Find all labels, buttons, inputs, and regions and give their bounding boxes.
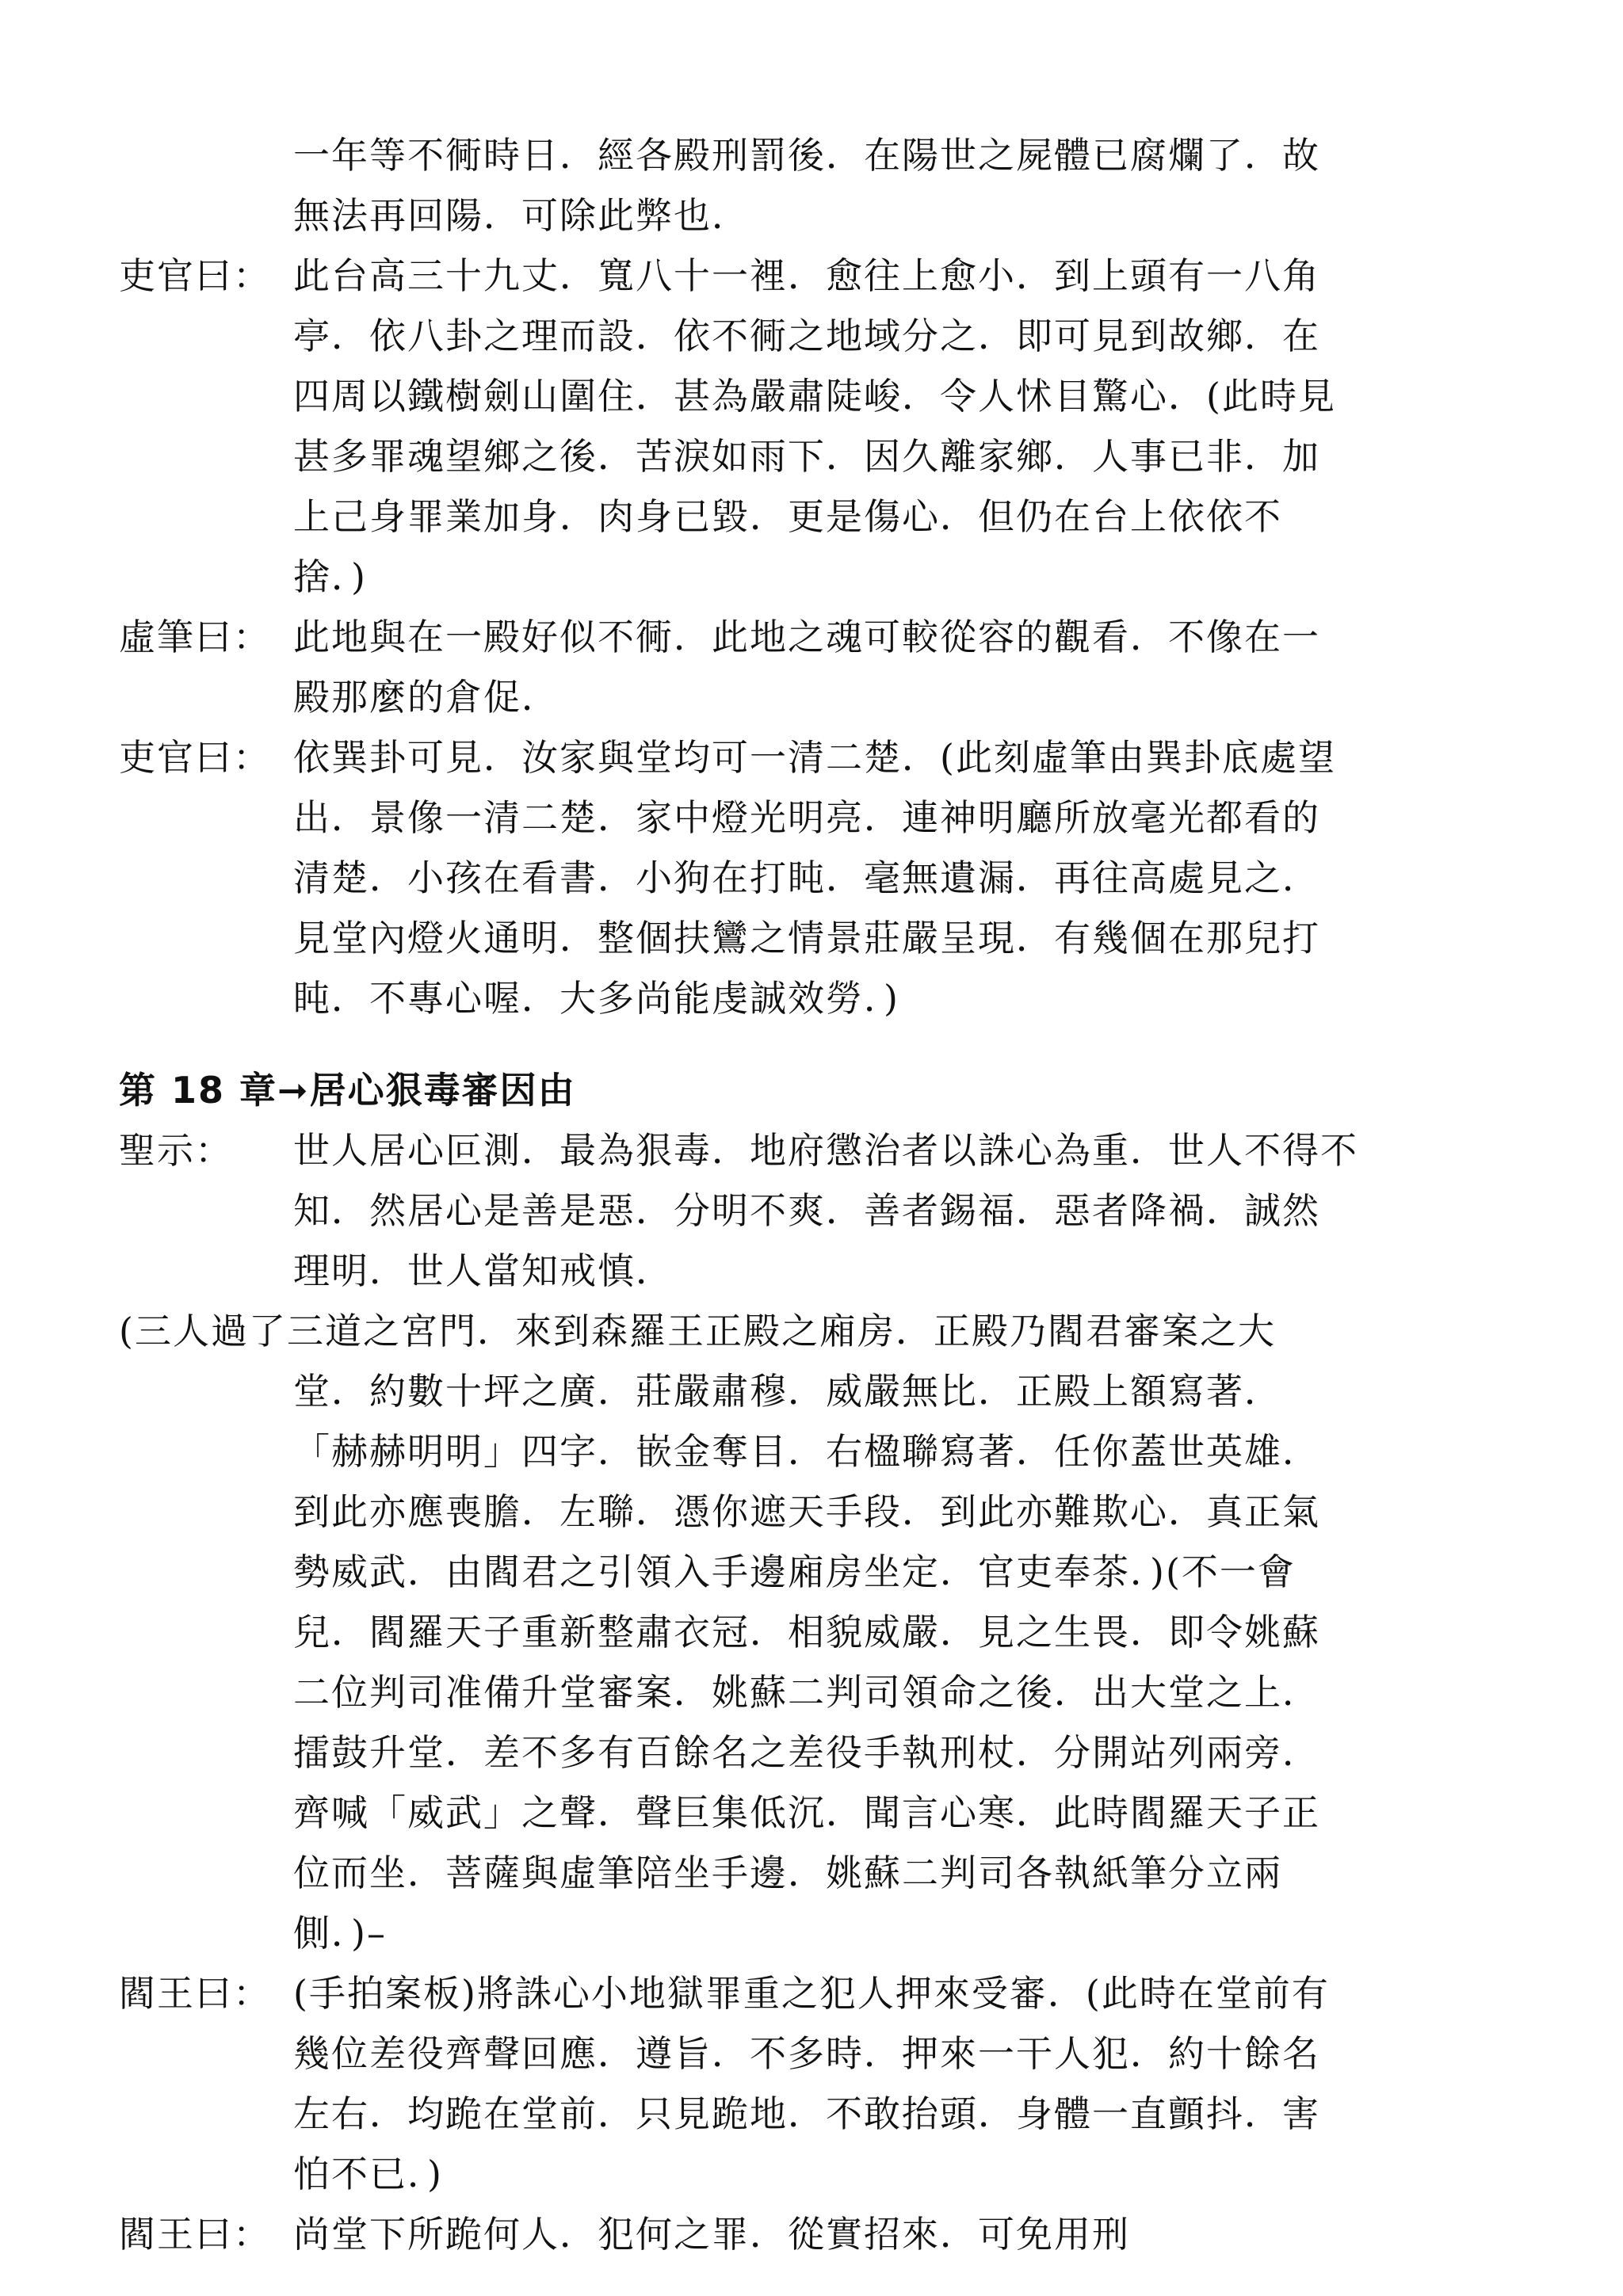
text-line	[119, 1780, 1514, 1840]
speaker-label: 吏官曰：	[119, 254, 271, 297]
text-line	[119, 123, 1514, 183]
text-line	[119, 605, 1514, 665]
text-line	[119, 2202, 1514, 2262]
paragraph-line: 擂鼓升堂．差不多有百餘名之差役手執刑杖．分開站列兩旁．	[293, 1731, 1320, 1774]
paragraph-line: (手拍案板)將誅心小地獄罪重之犯人押來受審．(此時在堂前有	[293, 1972, 1330, 2015]
text-line	[119, 1840, 1514, 1901]
text-line	[119, 1299, 1514, 1359]
text-line	[119, 484, 1514, 544]
speaker-label: 虛筆曰：	[119, 616, 271, 658]
text-line	[119, 243, 1514, 303]
paragraph-line: 盹．不專心喔．大多尚能虔誠效勞．)	[293, 977, 899, 1020]
paragraph-line: 見堂內燈火通明．整個扶鸞之情景莊嚴呈現．有幾個在那兒打	[293, 917, 1320, 959]
paragraph-line: 堂．約數十坪之廣．莊嚴肅穆．威嚴無比．正殿上額寫著．	[293, 1370, 1282, 1413]
paragraph-line: 依巽卦可見．汝家與堂均可一清二楚．(此刻虛筆由巽卦底處望	[293, 736, 1336, 779]
paragraph-line: 甚多罪魂望鄉之後．苦淚如雨下．因久離家鄉．人事已非．加	[293, 435, 1320, 478]
paragraph-line: 出．景像一清二楚．家中燈光明亮．連神明廳所放毫光都看的	[293, 796, 1320, 839]
paragraph-line: 到此亦應喪膽．左聯．憑你遮天手段．到此亦難欺心．真正氣	[293, 1490, 1320, 1533]
text-line	[119, 966, 1514, 1026]
paragraph-line: 無法再回陽．可除此弊也．	[293, 194, 750, 237]
paragraph-line: 世人居心叵測．最為狠毒．地府懲治者以誅心為重．世人不得不	[293, 1129, 1358, 1172]
text-line	[119, 1118, 1514, 1178]
paragraph-line: 理明．世人當知戒慎．	[293, 1249, 674, 1292]
paragraph-line: 二位判司准備升堂審案．姚蘇二判司領命之後．出大堂之上．	[293, 1671, 1320, 1714]
text-line	[119, 183, 1514, 243]
paragraph-line: 兒．閻羅天子重新整肅衣冠．相貌威嚴．見之生畏．即令姚蘇	[293, 1611, 1320, 1653]
text-line	[119, 1479, 1514, 1539]
paragraph-line: 上己身罪業加身．肉身已毀．更是傷心．但仍在台上依依不	[293, 495, 1282, 538]
speaker-label: 閻王曰：	[119, 1972, 271, 2015]
text-line	[119, 665, 1514, 725]
text-line	[119, 725, 1514, 785]
paragraph-line: 捨．)	[293, 555, 367, 598]
paragraph-line: 尚堂下所跪何人．犯何之罪．從實招來．可免用刑	[293, 2213, 1130, 2256]
text-line	[119, 845, 1514, 906]
text-line	[119, 364, 1514, 424]
text-line	[119, 544, 1514, 605]
text-line	[119, 1720, 1514, 1780]
text-line	[119, 906, 1514, 966]
paragraph-line: 此地與在一殿好似不衕．此地之魂可較從容的觀看．不像在一	[293, 616, 1320, 658]
text-line	[119, 1359, 1514, 1419]
paragraph-line: 亭．依八卦之理而設．依不衕之地域分之．即可見到故鄉．在	[293, 315, 1320, 357]
paragraph-line: 此台高三十九丈．寬八十一裡．愈往上愈小．到上頭有一八角	[293, 254, 1320, 297]
text-line	[119, 424, 1514, 484]
text-line	[119, 1178, 1514, 1238]
speaker-label: 吏官曰：	[119, 736, 271, 779]
paragraph-line: 知．然居心是善是惡．分明不爽．善者錫福．惡者降禍．誠然	[293, 1189, 1320, 1232]
speaker-label: 聖示：	[119, 1129, 233, 1172]
paragraph-line: 「赫赫明明」四字．嵌金奪目．右楹聯寫著．任你蓋世英雄．	[293, 1430, 1320, 1473]
text-line	[119, 2081, 1514, 2142]
paragraph-line: (三人過了三道之宮門．來到森羅王正殿之廂房．正殿乃閻君審案之大	[119, 1310, 1276, 1352]
text-line	[119, 1600, 1514, 1660]
text-line	[119, 1660, 1514, 1720]
text-line	[119, 1901, 1514, 1961]
speaker-label: 閻王曰：	[119, 2213, 271, 2256]
paragraph-line: 幾位差役齊聲回應．遵旨．不多時．押來一干人犯．約十餘名	[293, 2032, 1320, 2075]
paragraph-line: 左右．均跪在堂前．只見跪地．不敢抬頭．身體一直顫抖．害	[293, 2092, 1320, 2135]
paragraph-line: 側．)–	[293, 1912, 387, 1955]
paragraph-line: 四周以鐵樹劍山圍住．甚為嚴肅陡峻．令人怵目驚心．(此時見	[293, 375, 1336, 418]
paragraph-line: 勢威武．由閻君之引領入手邊廂房坐定．官吏奉茶．)(不一會	[293, 1550, 1296, 1593]
text-line	[119, 1539, 1514, 1600]
paragraph-line: 怕不已．)	[293, 2153, 443, 2195]
paragraph-line: 殿那麼的倉促．	[293, 676, 559, 719]
paragraph-line: 一年等不衕時日．經各殿刑罰後．在陽世之屍體已腐爛了．故	[293, 134, 1320, 177]
chapter-heading: 第 18 章➞居心狠毒審因由	[119, 1069, 576, 1112]
text-line	[119, 303, 1514, 364]
text-line	[119, 1961, 1514, 2021]
text-line	[119, 2021, 1514, 2081]
text-line	[119, 1238, 1514, 1299]
paragraph-line: 清楚．小孩在看書．小狗在打盹．毫無遺漏．再往高處見之．	[293, 856, 1320, 899]
paragraph-line: 齊喊「威武」之聲．聲巨集低沉．聞言心寒．此時閻羅天子正	[293, 1791, 1320, 1834]
text-line	[119, 1419, 1514, 1479]
document-page	[119, 123, 1514, 2262]
text-line	[119, 785, 1514, 845]
paragraph-line: 位而坐．菩薩與虛筆陪坐手邊．姚蘇二判司各執紙筆分立兩	[293, 1852, 1282, 1894]
text-line	[119, 2142, 1514, 2202]
